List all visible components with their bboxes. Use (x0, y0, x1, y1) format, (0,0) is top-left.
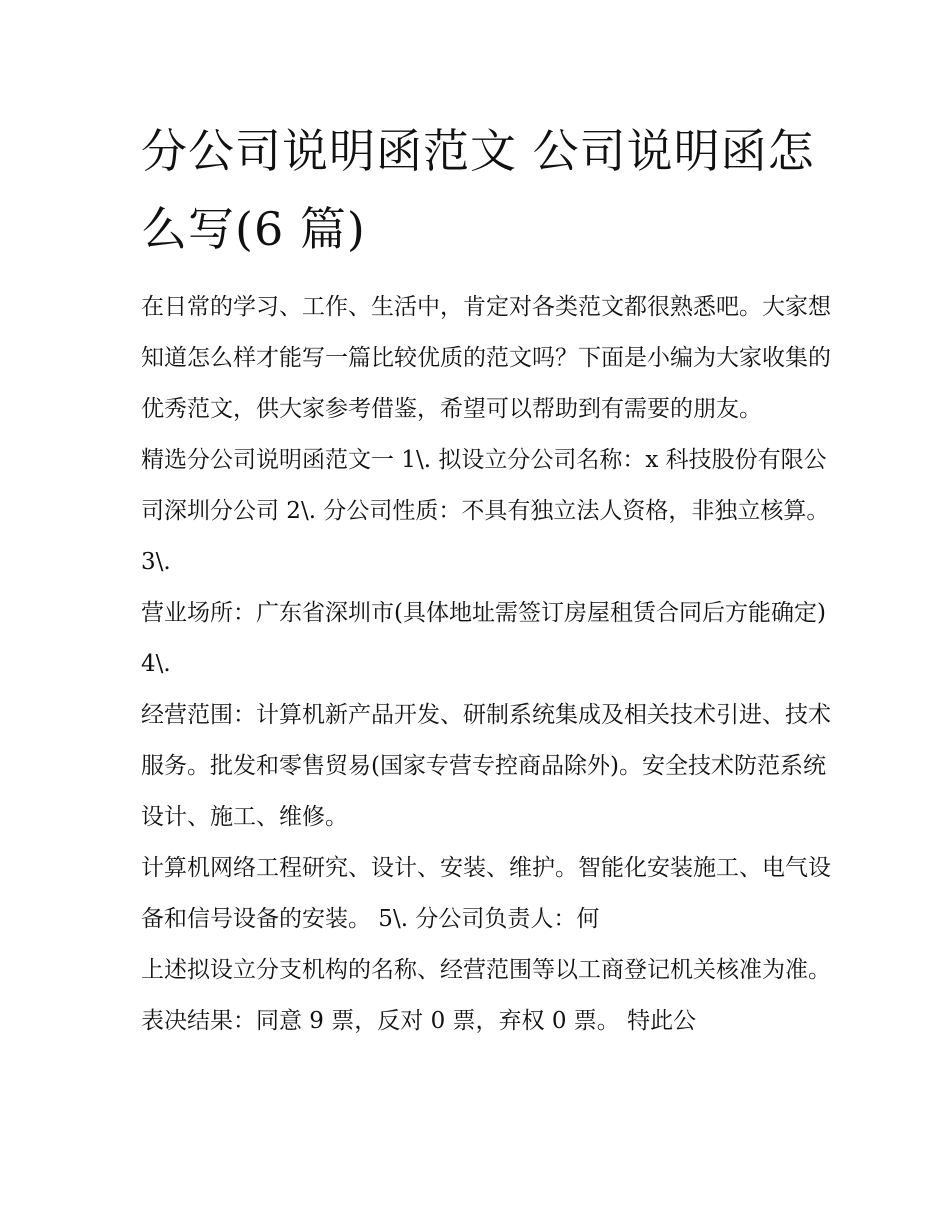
paragraph-network-engineering: 计算机网络工程研究、设计、安装、维护。智能化安装施工、电气设备和信号设备的安装。 5\. 分公司负责人：何 (141, 855, 831, 932)
document-title: 分公司说明函范文 公司说明函怎么写(6 篇) (141, 124, 815, 256)
paragraph-resolution: 上述拟设立分支机构的名称、经营范围等以工商登记机关核准为准。 表决结果：同意 9 票，反对 0 票，弃权 0 票。 特此公 (141, 957, 831, 1034)
paragraph-company-name: 精选分公司说明函范文一 1\. 拟设立分公司名称：x 科技股份有限公司深圳分公司 2\. 分公司性质：不具有独立法人资格，非独立核算。 3\. (141, 447, 830, 575)
paragraph-business-location: 营业场所：广东省深圳市(具体地址需签订房屋租赁合同后方能确定) 4\. (141, 600, 826, 677)
document-body (141, 112, 831, 1047)
paragraph-business-scope: 经营范围：计算机新产品开发、研制系统集成及相关技术引进、技术服务。批发和零售贸易(国家专营专控商品除外)。安全技术防范系统设计、施工、维修。 (141, 702, 831, 830)
paragraph-intro: 在日常的学习、工作、生活中，肯定对各类范文都很熟悉吧。大家想知道怎么样才能写一篇比较优质的范文吗？下面是小编为大家收集的优秀范文，供大家参考借鉴，希望可以帮助到有需要的朋友。 (141, 294, 831, 422)
